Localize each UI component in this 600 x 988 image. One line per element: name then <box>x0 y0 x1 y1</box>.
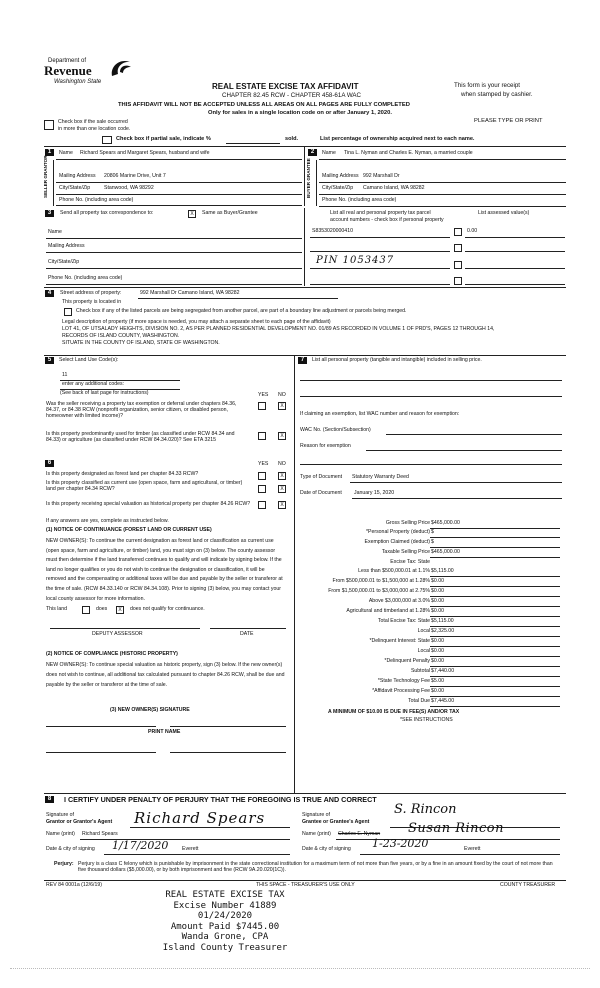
sec6-number: 6 <box>45 460 54 467</box>
seller-mailing-label: Mailing Address <box>59 173 96 179</box>
street-address-label: Street address of property: <box>60 290 122 296</box>
subtotal-label: Subtotal <box>410 668 430 674</box>
buyer-phone-label: Phone No. (including area code) <box>322 197 397 203</box>
sec5-top-line <box>44 355 566 356</box>
bracket3-line <box>430 596 560 597</box>
grantor-city-value[interactable]: Everett <box>182 846 199 852</box>
form-title: REAL ESTATE EXCISE TAX AFFIDAVIT <box>212 82 359 91</box>
sold-label: sold. <box>285 136 299 142</box>
agri-value[interactable]: $0.00 <box>431 608 444 614</box>
buyer-name-value[interactable]: Tina L. Nyman and Charles E. Nyman, a married couple <box>344 150 473 156</box>
street-address-value[interactable]: 992 Marshall Dr Camano Island, WA 98282 <box>140 290 240 296</box>
question-forest: Is this property designated as forest land per chapter 84.33 RCW? <box>46 471 199 477</box>
grantee-name-label: Name (print) <box>302 831 331 837</box>
exemption-label: Exemption Claimed (deduct) <box>364 539 430 545</box>
grantee-name-line <box>336 839 560 840</box>
legal-desc-line2[interactable]: RECORDS OF ISLAND COUNTY, WASHINGTON. <box>62 333 180 339</box>
sec1-number: 1 <box>45 149 54 156</box>
assessed-line-2 <box>465 251 565 252</box>
new-owner-sig-line-1 <box>46 726 156 727</box>
notice-compliance-title: (2) NOTICE OF COMPLIANCE (HISTORIC PROPERTY) <box>46 651 178 657</box>
parcel-header-1: List all real and personal property tax parcel <box>330 210 431 216</box>
sec5-7-divider <box>294 355 295 793</box>
q1-yes-checkbox[interactable] <box>258 402 266 410</box>
tech-fee-value[interactable]: $5.00 <box>431 678 444 684</box>
delinq-state-value[interactable]: $0.00 <box>431 638 444 644</box>
grantee-city-value[interactable]: Everett <box>464 846 481 852</box>
logo-swoosh-icon <box>108 58 134 80</box>
receipt-note-2: when stamped by cashier. <box>461 91 533 98</box>
reason-line-2 <box>300 464 562 465</box>
q3-no-checkbox[interactable]: X <box>278 472 286 480</box>
buyer-mailing-label: Mailing Address <box>322 173 359 179</box>
parcel-personal-checkbox-3[interactable] <box>454 261 462 269</box>
bracket3-label: From $1,500,000.01 to $3,000,000 at 2.75% <box>328 588 430 594</box>
exemption-claim-label: If claiming an exemption, list WAC number and reason for exemption: <box>300 411 460 417</box>
legal-desc-label: Legal description of property (if more space is needed, you may attach a separate sheet to each page of the affidavit) <box>62 319 331 325</box>
logo-top-text: Department of <box>48 58 87 64</box>
assessed-line-3 <box>465 268 565 269</box>
see-instructions-text: *SEE INSTRUCTIONS <box>400 717 453 723</box>
total-due-label: Total Due <box>408 698 430 704</box>
no-header-1: NO <box>278 392 286 398</box>
sec3-phone-label: Phone No. (including area code) <box>48 275 123 281</box>
send-correspondence-label: Send all property tax correspondence to: <box>60 210 154 216</box>
logo-main-text: Revenue <box>44 63 92 78</box>
grantee-name-struck[interactable]: Charles E. Nyman <box>338 831 381 837</box>
subtotal-value[interactable]: $7,440.00 <box>431 668 455 674</box>
parcel-line-4 <box>310 284 450 285</box>
does-not-qualify-checkbox[interactable]: X <box>116 606 124 614</box>
yes-header-1: YES <box>258 392 269 398</box>
located-in-label: This property is located in <box>62 299 122 305</box>
receipt-note-1: This form is your receipt <box>454 82 521 89</box>
pin-handwritten: PIN 1053437 <box>316 255 395 266</box>
affidavit-fee-line <box>430 696 560 697</box>
treasurer-space-label: THIS SPACE - TREASURER'S USE ONLY <box>256 882 355 888</box>
gross-label: Gross Selling Price <box>385 520 430 526</box>
agri-label: Agricultural and timberland at 1.28% <box>346 608 430 614</box>
parcel-personal-checkbox-4[interactable] <box>454 277 462 285</box>
partial-sale-label: Check box if partial sale, indicate % <box>116 136 211 142</box>
sec3-mailing-label: Mailing Address <box>48 243 85 249</box>
total-due-line <box>430 706 560 707</box>
rev-number: REV 84 0001a (12/6/19) <box>46 882 102 888</box>
gross-value[interactable]: $465,000.00 <box>431 520 460 526</box>
wac-label: WAC No. (Section/Subsection) <box>300 427 371 433</box>
sec3-mailing-line <box>46 252 302 253</box>
minimum-due-text: A MINIMUM OF $10.00 IS DUE IN FEE(S) AND/OR TAX <box>328 709 460 715</box>
bracket1-value[interactable]: $5,115.00 <box>431 568 454 574</box>
stamp-line-3: 01/24/2020 <box>197 911 253 921</box>
agri-line <box>430 616 560 617</box>
personal-label: *Personal Property (deduct) <box>365 529 430 535</box>
grantee-sig-label-2: Grantee or Grantee's Agent <box>302 819 370 825</box>
q4-no-checkbox[interactable]: X <box>278 485 286 493</box>
penalty-value[interactable]: $0.00 <box>431 658 444 664</box>
grantee-name-handwritten[interactable]: Susan Rincon <box>408 821 505 836</box>
sec3-city-line <box>46 268 302 269</box>
yes-header-2: YES <box>258 461 269 467</box>
see-back-label: (See back of last page for instructions) <box>60 390 149 396</box>
does-qualify-checkbox[interactable] <box>82 606 90 614</box>
sec3-number: 3 <box>45 210 54 217</box>
parcel-number-value[interactable]: S8353020000410 <box>312 228 353 234</box>
bracket1-line <box>430 576 560 577</box>
stamp-line-2: Excise Number 41889 <box>173 900 277 911</box>
perjury-label: Perjury: <box>54 861 74 867</box>
local-label: Local <box>417 628 430 634</box>
multi-location-checkbox[interactable] <box>44 120 54 130</box>
q4-yes-checkbox[interactable] <box>258 485 266 493</box>
print-name-label: PRINT NAME <box>148 729 181 735</box>
does-label: does <box>96 606 108 612</box>
print-name-line-2 <box>170 752 286 753</box>
sec3-city-label: City/State/Zip <box>48 259 80 265</box>
deputy-assessor-label: DEPUTY ASSESSOR <box>92 631 143 637</box>
parcel-personal-checkbox-2[interactable] <box>454 244 462 252</box>
doc-date-label: Date of Document <box>300 490 342 496</box>
stamp-line-1: REAL ESTATE EXCISE TAX <box>165 890 285 900</box>
q2-yes-checkbox[interactable] <box>258 432 266 440</box>
q1-no-checkbox[interactable]: X <box>278 402 286 410</box>
tech-fee-line <box>430 686 560 687</box>
grantor-signature[interactable]: Richard Spears <box>134 809 266 827</box>
street-address-line <box>138 298 338 299</box>
grantor-date-label: Date & city of signing <box>46 846 95 852</box>
seller-mailing-value[interactable]: 20806 Marine Drive, Unit 7 <box>104 173 166 179</box>
legal-desc-line1[interactable]: LOT 41, OF UTSALADY HEIGHTS, DIVISION NO. 2, AS PER PLANNED RESIDENTIAL DEVELOPMENT NO. 01/89 AS RECORDED IN VOLUME 1 OF PRD'S, PAGES 12 THROUGH 14, <box>62 326 495 332</box>
partial-sale-checkbox[interactable] <box>102 136 112 144</box>
bracket3-value[interactable]: $0.00 <box>431 588 444 594</box>
delinq-local-line <box>430 656 560 657</box>
exemption-value-line <box>430 547 560 548</box>
personal-value-line <box>430 537 560 538</box>
subtotal-line <box>430 676 560 677</box>
sec3-phone-line <box>46 284 302 285</box>
total-due-value[interactable]: $7,445.00 <box>431 698 455 704</box>
footer-line <box>44 880 566 881</box>
seller-name-value[interactable]: Richard Spears and Margaret Spears, husband and wife <box>80 150 210 156</box>
notice-compliance-body: NEW OWNER(S): To continue special valuation as historic property, sign (3) below. If the new owner(s) does not wish to continue, all additional tax calculated pursuant to chapter 84.26 RCW, shall be due and payable by the seller or transferor at the time of sale. <box>46 662 285 688</box>
seller-city-label: City/State/Zip <box>59 185 91 191</box>
if-yes-text: If any answers are yes, complete as instructed below. <box>46 518 169 524</box>
stamp-line-5: Wanda Grone, CPA <box>181 932 269 942</box>
legal-desc-line3[interactable]: SITUATE IN THE COUNTY OF ISLAND, STATE OF WASHINGTON. <box>62 340 220 346</box>
multi-location-label-1: Check box if the sale occurred <box>58 119 128 125</box>
bracket2-line <box>430 586 560 587</box>
same-as-buyer-checkbox[interactable]: X <box>188 210 196 218</box>
q2-no-checkbox[interactable]: X <box>278 432 286 440</box>
bracket4-line <box>430 606 560 607</box>
scan-noise-bottom <box>10 968 590 970</box>
parcel-header-2: account numbers - check box if personal property <box>330 217 444 223</box>
seller-side-label: SELLER GRANTOR <box>43 155 48 198</box>
gross-line <box>430 528 560 529</box>
delinq-state-line <box>430 646 560 647</box>
assessed-line-4 <box>465 284 565 285</box>
buyer-city-value[interactable]: Camano Island, WA 98282 <box>363 185 425 191</box>
parcel-line-1 <box>310 237 450 238</box>
assessed-header: List assessed value(s) <box>478 210 530 216</box>
grantee-sig-label-1: Signature of <box>302 812 330 818</box>
wac-line <box>386 434 562 435</box>
only-for-text: Only for sales in a single location code on or after January 1, 2020. <box>208 110 392 116</box>
this-land-label: This land <box>46 606 68 612</box>
grantor-sig-label-2: Grantor or Grantor's Agent <box>46 819 113 825</box>
grantee-date-line <box>360 854 560 855</box>
form-subtitle: CHAPTER 82.45 RCW - CHAPTER 458-61A WAC <box>222 92 362 99</box>
bracket1-label: Less than $500,000.01 at 1.1% <box>358 568 430 574</box>
seller-side-divider <box>53 160 54 206</box>
buyer-phone-line <box>319 206 566 207</box>
affidavit-fee-value[interactable]: $0.00 <box>431 688 444 694</box>
county-treasurer-label: COUNTY TREASURER <box>500 882 556 888</box>
bracket4-value[interactable]: $0.00 <box>431 598 444 604</box>
q5-no-checkbox[interactable]: X <box>278 501 286 509</box>
delinq-local-value[interactable]: $0.00 <box>431 648 444 654</box>
question-historic: Is this property receiving special valuation as historical property per chapter 84.26 RCW? <box>46 501 251 507</box>
seller-phone-label: Phone No. (including area code) <box>59 197 134 203</box>
does-not-label: does not qualify for continuance. <box>130 606 205 612</box>
personal-line-1 <box>300 380 562 381</box>
additional-codes-label: enter any additional codes: <box>62 381 125 387</box>
grantor-date-value[interactable]: 1/17/2020 <box>112 839 169 852</box>
logo-sub-text: Washington State <box>54 79 102 85</box>
buyer-mailing-line <box>319 182 566 183</box>
land-use-code-value[interactable]: 11 <box>62 372 68 378</box>
reason-line-1 <box>366 450 562 451</box>
grantor-sig-label-1: Signature of <box>46 812 74 818</box>
perjury-text: Perjury is a class C felony which is punishable by imprisonment in the state correctional institution for a maximum term of not more than five years, or by a fine in an amount fixed by the court of not more than five thousand dollars ($5,000.00), or by both imprisonment and fine (RCW 9A.20.020(1C)). <box>78 861 553 873</box>
reason-label: Reason for exemption <box>300 443 351 449</box>
deputy-date-label: DATE <box>240 631 254 637</box>
grantee-date-label: Date & city of signing <box>302 846 351 852</box>
notice-continuance-body: NEW OWNER(S): To continue the current designation as forest land or classification as current use (open space, farm and agriculture, or timber) land, you must sign on (3) below. The county assessor must then determine if the land transferred continues to qualify and will indicate by signing below. If the land no longer qualifies or you do not wish to continue the designation or classification, it will be removed and the compensating or additional taxes will be due and payable by the seller or transferor at the time of sale. (RCW 84.33.140 or RCW 84.34.108). Prior to signing (3) below, you may contact your local county assessor for more information. <box>46 538 283 602</box>
same-as-buyer-label: Same as Buyer/Grantee <box>202 210 258 216</box>
total-state-label: Total Excise Tax: State <box>377 618 430 624</box>
grantee-date-value[interactable]: 1-23-2020 <box>372 837 429 850</box>
treasurer-stamp <box>130 890 320 953</box>
doc-type-line <box>350 482 562 483</box>
sec4-top-line <box>44 287 566 288</box>
multi-location-label-2: in more than one location code. <box>58 126 131 132</box>
grantor-name-value[interactable]: Richard Spears <box>82 831 118 837</box>
q5-yes-checkbox[interactable] <box>258 501 266 509</box>
notice-continuance-title: (1) NOTICE OF CONTINUANCE (FOREST LAND OR CURRENT USE) <box>46 527 212 533</box>
grantor-date-line <box>104 854 290 855</box>
penalty-label: *Delinquent Penalty <box>384 658 430 664</box>
sec4-number: 4 <box>45 290 54 297</box>
exemption-value[interactable]: $ <box>431 539 434 545</box>
total-state-value[interactable]: $5,115.00 <box>431 618 454 624</box>
bracket2-value[interactable]: $0.00 <box>431 578 444 584</box>
sec8-top-line <box>44 793 566 794</box>
segregated-label: Check box if any of the listed parcels are being segregated from another parcel, are part of a boundary line adjustment or parcels being merged. <box>76 308 407 314</box>
question-timber: Is this property predominantly used for timber (as classified under RCW 84.34 and 84.33) or agriculture (as classified under RCW 84.34.020)? See ETA 3215 <box>46 431 235 443</box>
question-current-use: Is this property classified as current use (open space, farm and agricultural, or timber) land per chapter 84.34 RCW? <box>46 480 243 492</box>
assessed-value[interactable]: 0.00 <box>467 228 478 234</box>
sec8-number: 8 <box>45 796 54 803</box>
deputy-date-line <box>210 628 286 629</box>
buyer-name-line <box>319 159 566 160</box>
taxable-line <box>430 557 560 558</box>
affidavit-fee-label: *Affidavit Processing Fee <box>372 688 430 694</box>
partial-pct-line <box>226 143 280 144</box>
sec3-name-label: Name <box>48 229 62 235</box>
excise-state-label: Excise Tax: State <box>390 559 430 565</box>
question-exemption: Was the seller receiving a property tax exemption or deferral under chapters 84.36, 84.37, or 84.38 RCW (nonprofit organization, senior citizen, or disabled person, homeowner with limited income)? <box>46 401 237 419</box>
land-use-label: Select Land Use Code(s): <box>59 357 119 363</box>
bracket2-label: From $500,000.01 to $1,500,000 at 1.28% <box>332 578 430 584</box>
new-owner-sig-line-2 <box>170 726 286 727</box>
please-type-text: PLEASE TYPE OR PRINT <box>474 118 543 124</box>
tech-fee-label: *State Technology Fee <box>377 678 430 684</box>
certify-text: I CERTIFY UNDER PENALTY OF PERJURY THAT THE FOREGOING IS TRUE AND CORRECT <box>64 795 377 804</box>
parcel-line-3 <box>310 268 450 269</box>
seller-phone-line <box>56 205 302 206</box>
seller-city-line <box>56 194 302 195</box>
grantee-signature[interactable]: S. Rincon <box>394 802 457 817</box>
assessed-line-1 <box>465 237 565 238</box>
local-value[interactable]: $2,325.00 <box>431 628 455 634</box>
buyer-name-label: Name <box>322 150 336 156</box>
seller-name-line <box>56 159 302 160</box>
print-name-line-1 <box>46 752 156 753</box>
personal-property-label: List all personal property (tangible and intangible) included in selling price. <box>312 357 482 363</box>
doc-date-line <box>352 498 562 499</box>
buyer-side-divider <box>316 160 317 206</box>
no-header-2: NO <box>278 461 286 467</box>
delinq-state-label: *Delinquent Interest: State <box>369 638 430 644</box>
sec7-number: 7 <box>298 357 307 364</box>
taxable-label: Taxable Selling Price <box>381 549 430 555</box>
list-percentage-label: List percentage of ownership acquired next to each name. <box>320 136 475 142</box>
parcel-personal-checkbox-1[interactable] <box>454 228 462 236</box>
personal-line-2 <box>300 396 562 397</box>
personal-value[interactable]: $ <box>431 529 434 535</box>
sec2-number: 2 <box>308 149 317 156</box>
q3-yes-checkbox[interactable] <box>258 472 266 480</box>
segregated-checkbox[interactable] <box>64 308 72 316</box>
doc-date-value[interactable]: January 15, 2020 <box>354 490 395 496</box>
buyer-mailing-value[interactable]: 992 Marshall Dr <box>363 173 400 179</box>
delinq-local-label: Local <box>417 648 430 654</box>
buyer-side-label: BUYER GRANTEE <box>306 158 311 198</box>
parcel-line-2 <box>310 251 450 252</box>
sec3-name-line <box>46 238 302 239</box>
bracket4-label: Above $3,000,000 at 3.0% <box>368 598 430 604</box>
sec1-2-divider <box>304 146 305 206</box>
grantor-name-label: Name (print) <box>46 831 75 837</box>
doc-type-value[interactable]: Statutory Warranty Deed <box>352 474 409 480</box>
new-owner-sig-label: (3) NEW OWNER(S) SIGNATURE <box>110 707 190 713</box>
warning-text: THIS AFFIDAVIT WILL NOT BE ACCEPTED UNLESS ALL AREAS ON ALL PAGES ARE FULLY COMPLETED <box>118 102 410 108</box>
grantor-sig-line <box>130 827 290 828</box>
stamp-line-4: Amount Paid $7445.00 <box>170 921 280 932</box>
buyer-city-label: City/State/Zip <box>322 185 354 191</box>
dor-logo <box>44 58 154 92</box>
local-line <box>430 636 560 637</box>
sec5-number: 5 <box>45 357 54 364</box>
stamp-line-6: Island County Treasurer <box>162 942 288 953</box>
total-state-line <box>430 626 560 627</box>
seller-name-label: Name <box>59 150 73 156</box>
sec3-divider <box>304 208 305 286</box>
deputy-sig-line <box>50 628 200 629</box>
penalty-line <box>430 666 560 667</box>
buyer-city-line <box>319 194 566 195</box>
sec1-top-line <box>44 146 566 147</box>
taxable-value[interactable]: $465,000.00 <box>431 549 460 555</box>
doc-type-label: Type of Document <box>300 474 343 480</box>
seller-city-value[interactable]: Stanwood, WA 98292 <box>104 185 154 191</box>
seller-mailing-line <box>56 182 302 183</box>
